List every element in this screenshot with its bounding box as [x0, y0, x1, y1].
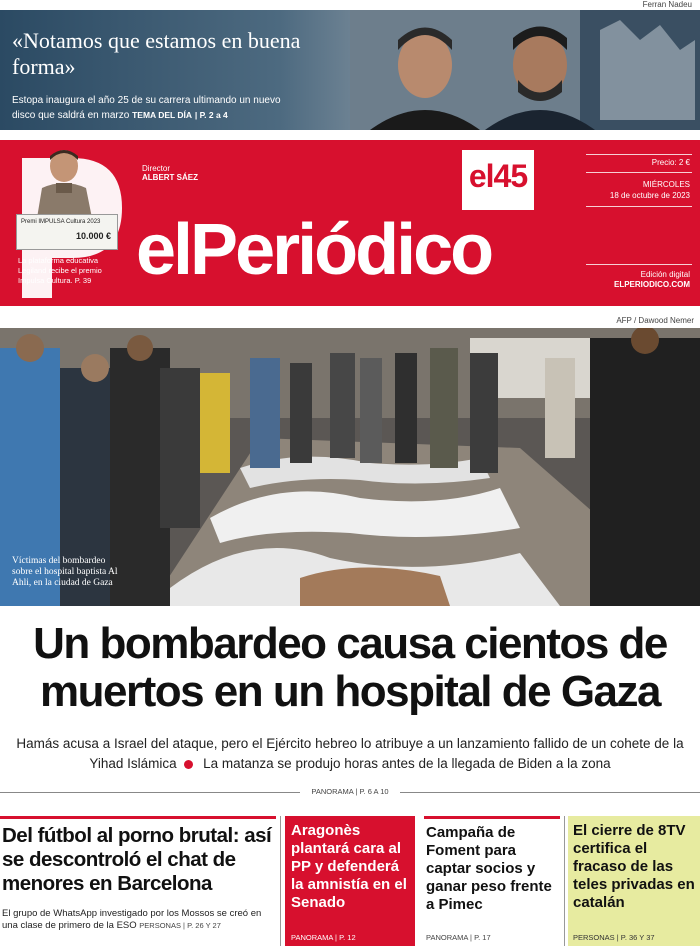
digital-edition-label: Edición digital	[640, 270, 690, 279]
main-photo[interactable]	[0, 328, 700, 606]
story-page-ref: PANORAMA | P. 17	[426, 933, 491, 942]
story-title: Del fútbol al porno brutal: así se descontroló el chat de menores en Barcelona	[2, 824, 272, 895]
teaser-photo	[350, 10, 700, 130]
info-rule	[586, 206, 692, 207]
promo-text[interactable]: La plataforma educativa Legiland recibe el premio Impulsa Cultura. P. 39	[18, 256, 102, 285]
main-headline[interactable]: Un bombardeo causa cientos de muertos en un hospital de Gaza	[33, 619, 667, 716]
deck-part-1: Hamás acusa a Israel del ataque, pero el Ejército hebreo lo atribuye a un lanzamiento fallido de un cohete de la Yihad Islámica	[16, 736, 684, 771]
column-divider	[564, 816, 565, 946]
director-label: Director	[142, 164, 171, 173]
main-photo-caption: Víctimas del bombardeo sobre el hospital baptista Al Ahli, en la ciudad de Gaza	[12, 556, 118, 588]
headline-deck	[14, 734, 686, 774]
teaser-banner[interactable]	[0, 10, 700, 130]
story-page-ref: PANORAMA | P. 12	[291, 933, 356, 942]
story-title: El cierre de 8TV certifica el fracaso de las teles privadas en catalán	[573, 822, 695, 911]
story-rule	[0, 816, 276, 819]
info-rule	[586, 264, 692, 265]
info-rule	[586, 154, 692, 155]
cheque-text: Premi IMPULSA Cultura 2023	[21, 219, 101, 225]
teaser-section: TEMA DEL DÍA	[132, 110, 193, 120]
red-bullet-icon	[184, 760, 193, 769]
story-title: Campaña de Foment para captar socios y ganar peso frente a Pimec	[426, 824, 552, 913]
teaser-text: Estopa inaugura el año 25 de su carrera ultimando un nuevo disco que saldrá en marzo	[12, 95, 281, 121]
story-text: El grupo de WhatsApp investigado por los Mossos se creó en una clase de primero de la ESO	[2, 908, 262, 931]
main-photo-credit: AFP / Dawood Nemer	[616, 316, 694, 325]
teaser-page-ref: | P. 2 a 4	[194, 110, 228, 120]
deck-part-2: La matanza se produjo horas antes de la llegada de Biden a la zona	[203, 756, 611, 771]
story-foment[interactable]	[424, 816, 560, 946]
price: Precio: 2 €	[651, 158, 690, 167]
anniversary-badge	[462, 150, 534, 210]
story-page-ref: PERSONAS | P. 36 Y 37	[573, 933, 655, 942]
story-aragones[interactable]	[285, 816, 415, 946]
story-rule	[424, 816, 560, 819]
cheque-amount: 10.000 €	[75, 231, 111, 241]
info-rule	[586, 172, 692, 173]
date: 18 de octubre de 2023	[609, 191, 690, 200]
story-title: Aragonès plantará cara al PP y defenderá la amnistía en el Senado	[291, 822, 407, 911]
cheque-graphic	[16, 214, 118, 250]
story-page-ref: PERSONAS | P. 26 Y 27	[139, 921, 221, 930]
teaser-summary	[12, 94, 292, 123]
headline-page-ref: PANORAMA | P. 6 A 10	[300, 787, 400, 796]
photo-credit-top: Ferran Nadeu	[642, 0, 692, 9]
story-chat-menores[interactable]	[0, 816, 276, 946]
masthead	[0, 140, 700, 306]
newspaper-logo[interactable]: elPeriódico	[136, 210, 492, 290]
teaser-quote: «Notamos que estamos en buena forma»	[12, 28, 301, 79]
anniversary-badge-text: el45	[468, 158, 528, 194]
column-divider	[280, 816, 281, 946]
director-name: ALBERT SÁEZ	[142, 173, 198, 182]
weekday: MIÉRCOLES	[642, 180, 690, 189]
website-link[interactable]: ELPERIODICO.COM	[613, 280, 690, 289]
story-summary	[2, 908, 278, 932]
story-8tv[interactable]	[568, 816, 700, 946]
